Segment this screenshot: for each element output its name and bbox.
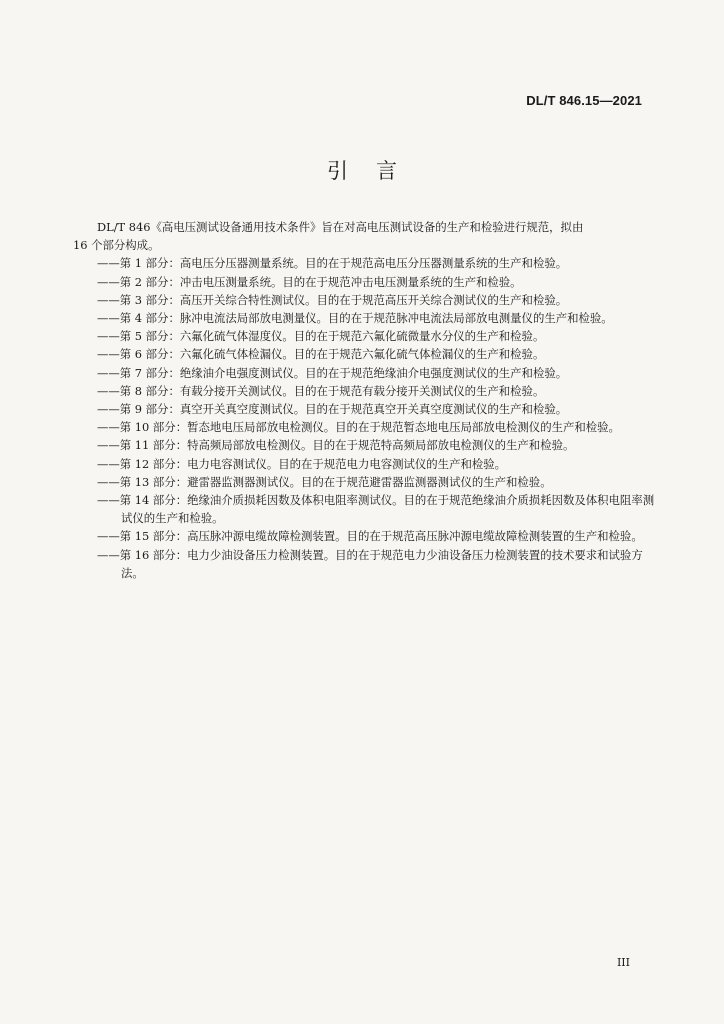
part-item: ——第 3 部分：高压开关综合特性测试仪。目的在于规范高压开关综合测试仪的生产和检验。 <box>97 292 568 307</box>
part-item: ——第 16 部分：电力少油设备压力检测装置。目的在于规范电力少油设备压力检测装置的技术要求和试验方法。 <box>97 547 643 580</box>
part-item: ——第 8 部分：有载分接开关测试仪。目的在于规范有载分接开关测试仪的生产和检验。 <box>97 383 545 398</box>
document-code: DL/T 846.15—2021 <box>526 93 642 108</box>
part-item: ——第 6 部分：六氟化硫气体检漏仪。目的在于规范六氟化硫气体检漏仪的生产和检验。 <box>97 347 545 362</box>
intro-paragraph-line2: 16 个部分构成。 <box>73 238 160 253</box>
part-item: ——第 4 部分：脉冲电流法局部放电测量仪。目的在于规范脉冲电流法局部放电测量仪的生产和检验。 <box>97 311 613 326</box>
part-item: ——第 14 部分：绝缘油介质损耗因数及体积电阻率测试仪。目的在于规范绝缘油介质损耗因数及体积电阻率测试仪的生产和检验。 <box>97 493 655 526</box>
part-item: ——第 10 部分：暂态地电压局部放电检测仪。目的在于规范暂态地电压局部放电检测仪的生产和检验。 <box>97 420 620 435</box>
part-item: ——第 2 部分：冲击电压测量系统。目的在于规范冲击电压测量系统的生产和检验。 <box>97 274 522 289</box>
part-item: ——第 15 部分：高压脉冲源电缆故障检测装置。目的在于规范高压脉冲源电缆故障检测装置的生产和检验。 <box>97 529 643 544</box>
page-title: 引言 <box>327 159 425 183</box>
page-number: III <box>616 956 630 969</box>
part-item: ——第 1 部分：高电压分压器测量系统。目的在于规范高电压分压器测量系统的生产和检验。 <box>97 256 568 271</box>
part-item: ——第 13 部分：避雷器监测器测试仪。目的在于规范避雷器监测器测试仪的生产和检验。 <box>97 474 552 489</box>
part-item: ——第 5 部分：六氟化硫气体湿度仪。目的在于规范六氟化硫微量水分仪的生产和检验。 <box>97 329 545 344</box>
part-item: ——第 12 部分：电力电容测试仪。目的在于规范电力电容测试仪的生产和检验。 <box>97 456 507 471</box>
part-item: ——第 7 部分：绝缘油介电强度测试仪。目的在于规范绝缘油介电强度测试仪的生产和检验。 <box>97 365 568 380</box>
intro-paragraph-line1: DL/T 846《高电压测试设备通用技术条件》旨在对高电压测试设备的生产和检验进行规范，拟由 <box>97 220 584 234</box>
introduction-body <box>73 218 657 582</box>
part-item: ——第 9 部分：真空开关真空度测试仪。目的在于规范真空开关真空度测试仪的生产和检验。 <box>97 402 568 417</box>
part-item: ——第 11 部分：特高频局部放电检测仪。目的在于规范特高频局部放电检测仪的生产和检验。 <box>97 438 575 453</box>
